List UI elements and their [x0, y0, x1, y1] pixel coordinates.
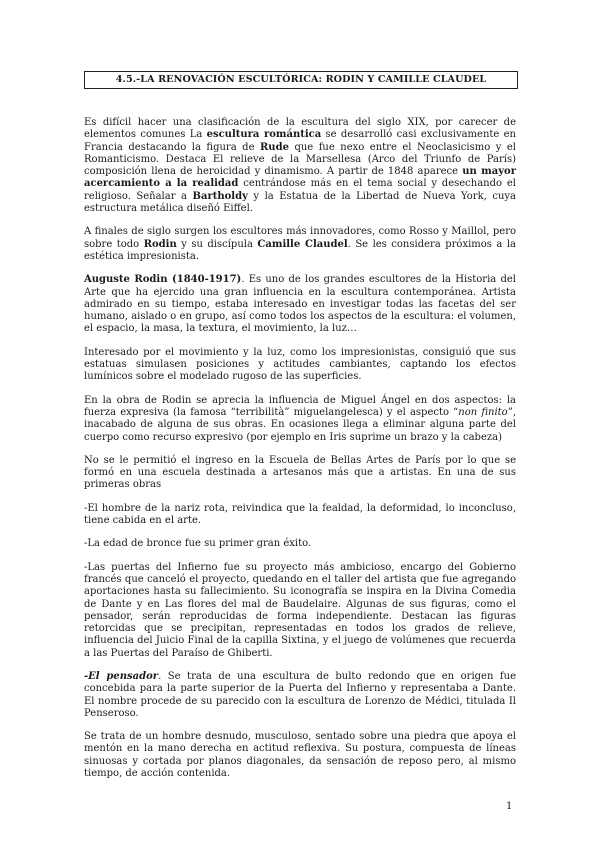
paragraph-education: No se le permitió el ingreso en la Escuela de Bellas Artes de París por lo que se formó en una escuela destinada a artesanos más que a artistas. En una de sus primeras obras: [84, 454, 516, 491]
paragraph-michelangelo: En la obra de Rodin se aprecia la influencia de Miguel Ángel en dos aspectos: la fuerza expresiva (la famosa “terribilità” miguelangelesca) y el aspecto “non finito”, inacabado de alguna de sus obras. En ocasiones llega a eliminar alguna parte del cuerpo como recurso expresivo (por ejemplo en Iris suprime un brazo y la cabeza): [84, 394, 516, 443]
paragraph-movement-light: Interesado por el movimiento y la luz, como los impresionistas, consiguió que sus estatuas simulasen posiciones y actitudes cambiantes, captando los efectos lumínicos sobre el modelado rugoso de las superficies.: [84, 346, 516, 383]
paragraph-bronze-age: -La edad de bronce fue su primer gran éxito.: [84, 538, 312, 550]
section-title: 4.5.-LA RENOVACIÓN ESCULTÓRICA: RODIN Y CAMILLE CLAUDEL: [84, 71, 518, 89]
page-number: 1: [506, 801, 513, 812]
paragraph-gates-of-hell: -Las puertas del Infierno fue su proyecto más ambicioso, encargo del Gobierno francés que canceló el proyecto, quedando en el taller del artista que fue agregando aportaciones hasta su fallecimiento. Su iconografía se inspira en la Divina Comedia de Dante y en Las flores del mal de Baudelaire. Algunas de sus figuras, como el pensador, serán reproducidas de forma independiente. Destacan las figuras retorcidas que se precipitan, representadas en todos los grados de relieve, influencia del Juicio Final de la capilla Sixtina, y el juego de volúmenes que recuerda a las Puertas del Paraíso de Ghiberti.: [84, 561, 516, 659]
paragraph-thinker-description: Se trata de un hombre desnudo, musculoso, sentado sobre una piedra que apoya el mentón en la mano derecha en actitud reflexiva. Su postura, compuesta de líneas sinuosas y cortada por planos diagonales, da sensación de reposo pero, al mismo tiempo, de acción contenida.: [84, 731, 516, 780]
paragraph-intro: Es difícil hacer una clasificación de la escultura del siglo XIX, por carecer de elementos comunes La escultura romántica se desarrolló casi exclusivamente en Francia destacando la figura de Rude que fue nexo entre el Neoclasicismo y el Romanticismo. Destaca El relieve de la Marsellesa (Arco del Triunfo de París) composición llena de heroicidad y dinamismo. A partir de 1848 aparece un mayor acercamiento a la realidad centrándose más en el tema social y desechando el religioso. Señalar a Bartholdy y la Estatua de la Libertad de Nueva York, cuya estructura metálica diseñó Eiffel.: [84, 117, 516, 215]
document-body: [84, 117, 516, 791]
paragraph-thinker: -El pensador. Se trata de una escultura de bulto redondo que en origen fue concebida para la parte superior de la Puerta del Infierno y representaba a Dante. El nombre procede de su parecido con la escultura de Lorenzo de Médici, titulada Il Penseroso.: [84, 670, 516, 719]
paragraph-rodin: Auguste Rodin (1840-1917). Es uno de los grandes escultores de la Historia del Arte que ha ejercido una gran influencia en la escultura contemporánea. Artista admirado en su tiempo, estaba interesado en investigar todas las facetas del ser humano, aislado o en grupo, así como todos los aspectos de la escultura: el volumen, el espacio, la masa, la textura, el movimiento, la luz…: [84, 274, 516, 335]
paragraph-broken-nose: -El hombre de la nariz rota, reivindica que la fealdad, la deformidad, lo inconcluso, tiene cabida en el arte.: [84, 502, 516, 527]
paragraph-innovators: A finales de siglo surgen los escultores más innovadores, como Rosso y Maillol, pero sobre todo Rodin y su discípula Camille Claudel. Se les considera próximos a la estética impresionista.: [84, 226, 516, 262]
